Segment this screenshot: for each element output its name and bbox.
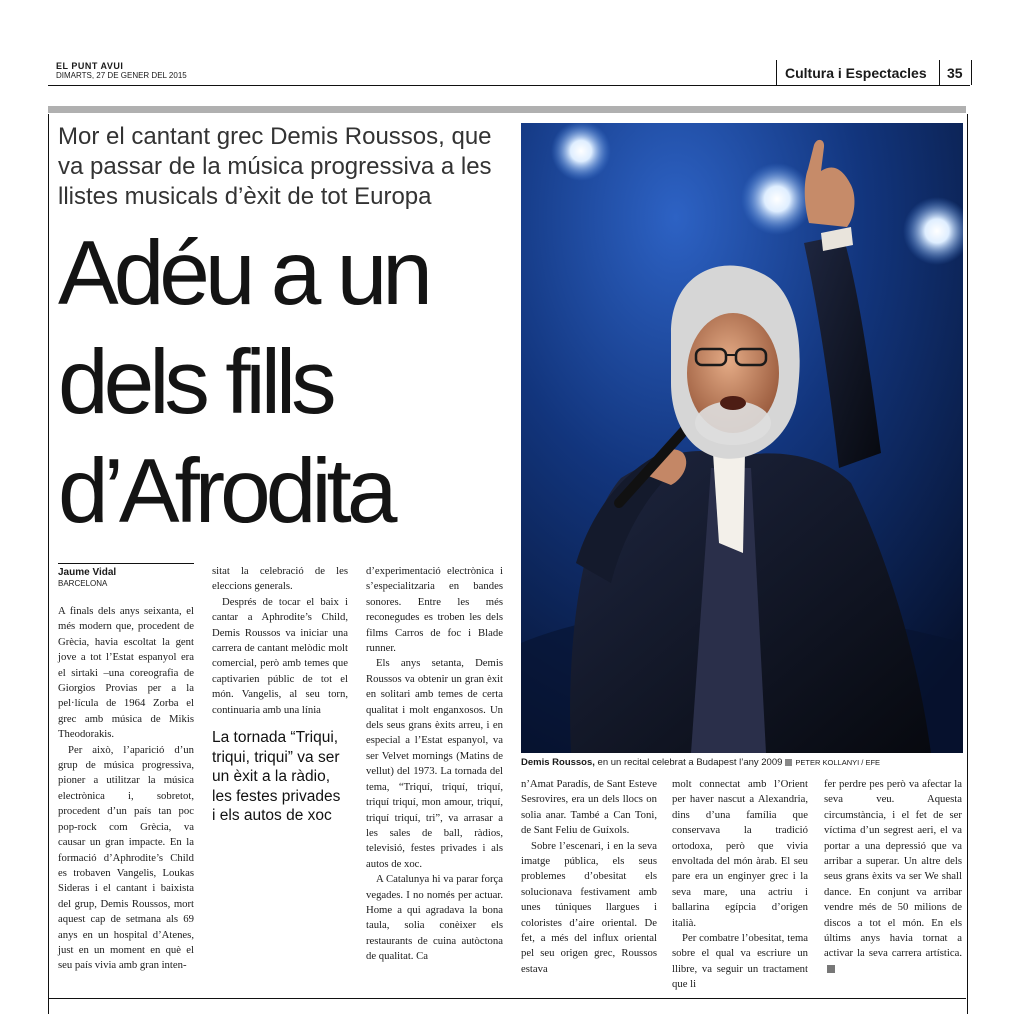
bottom-rule <box>48 998 966 999</box>
masthead <box>56 62 187 80</box>
newspaper-name: EL PUNT AVUI <box>56 61 124 71</box>
body-column-6 <box>824 777 962 977</box>
paragraph-text: fer perdre pes però va afectar la seva veu. Aquesta circumstància, i el fet de ser víctima d’un segrest aeri, el va portar a una depressió que va arribar a superar. Un altre dels seus grans èxits va ser We shall dance. En conjunt va arribar vendre més de 50 milions de discos a tot el món. En els últims anys havia tornat a activar la seva carrera artística. <box>824 778 962 960</box>
top-grey-bar <box>48 106 966 113</box>
photo-credit: PETER KOLLANYI / EFE <box>795 758 881 767</box>
paragraph: Sobre l’escenari, i en la seva imatge pública, els seus problemes d’obesitat els solucionava festivament amb unes túniques llargues i coloristes d’aire oriental. De fet, a més del influx oriental pel seu origen grec, Roussos estava <box>521 839 657 975</box>
body-column-3 <box>366 564 503 965</box>
byline-location: BARCELONA <box>58 579 108 588</box>
article-subheadline: Mor el cantant grec Demis Roussos, que va passar de la música progressiva a les llistes musicals d’èxit de tot Europa <box>58 123 492 210</box>
paragraph: d’experimentació electrònica i s’especialitzaria en bandes sonores. Entre les més reconegudes es troben les dels films Carros de foc i Blade runner. <box>366 565 503 655</box>
body-column-5 <box>672 777 808 993</box>
paragraph: sitat la celebració de les eleccions generals. <box>212 565 348 593</box>
pull-quote: La tornada “Triqui, triqui, triqui” va ser un èxit a la ràdio, les festes privades i els autos de xoc <box>212 729 341 824</box>
header-rule <box>48 85 970 86</box>
caption-subject: Demis Roussos, <box>521 757 595 768</box>
paragraph: A Catalunya hi va parar força vegades. I no només per actuar. Home a qui agradava la bona taula, solia conèixer els restaurants de cuina autòctona de qualitat. Ca <box>366 873 503 963</box>
byline <box>58 563 194 588</box>
paragraph: molt connectat amb l’Orient per haver nascut a Alexandria, dins d’una família que conservava la tradició ortodoxa, però que vivia envoltada del món àrab. El seu pare era un enginyer grec i la seva mare, una actriu i ballarina egípcia d’origen italià. <box>672 778 808 929</box>
paragraph <box>824 777 962 977</box>
paragraph: Per combatre l’obesitat, tema sobre el qual va escriure un llibre, va seguir un tractament que li <box>672 932 808 991</box>
section-header <box>776 60 972 85</box>
body-column-1 <box>58 604 194 984</box>
paragraph: n’Amat Paradís, de Sant Esteve Sesrovires, era un dels llocs on solia anar. També a Can Toni, de Sant Feliu de Guíxols. <box>521 778 657 837</box>
paragraph: Per això, l’aparició d’un grup de música progressiva, pioner a utilitzar la música electrònica i, sobretot, procedent d’un país tan poc pop-rock com Grècia, va causar un gran impacte. En la formació d’Aphrodite’s Child es trobaven Vangelis, Loukas Sideras i el cantant i baixista del grup, Demis Roussos, mort aquest cap de setmana als 69 anys en un hospital d’Atenes, just en un moment en què el seu país vivia amb gran inten- <box>58 743 194 972</box>
body-column-2 <box>212 564 348 718</box>
issue-date: DIMARTS, 27 DE GENER DEL 2015 <box>56 71 187 80</box>
section-name: Cultura i Espectacles <box>785 65 927 81</box>
page-number: 35 <box>947 65 963 81</box>
byline-author: Jaume Vidal <box>58 567 117 578</box>
end-of-article-icon <box>827 965 835 973</box>
photo-illustration <box>521 123 963 753</box>
concert-photo <box>521 123 963 753</box>
section-divider <box>939 60 940 85</box>
caption-separator-icon <box>785 759 792 766</box>
paragraph: Després de tocar el baix i cantar a Aphrodite’s Child, Demis Roussos va iniciar una carrera de cantant melòdic molt comercial, però amb temes que captivarien públic de tot el món. Vangelis, al seu torn, continuaria amb una línia <box>212 595 348 716</box>
caption-text: en un recital celebrat a Budapest l’any 2009 <box>594 757 783 768</box>
paragraph: A finals dels anys seixanta, el més modern que, procedent de Grècia, havia escoltat la gent jove a tot l’Estat espanyol era el sirtaki –una coreografia de Giorgios Provias per a la pel·lícula de 1964 Zorba el grec amb música de Mikis Theodorakis. <box>58 605 194 741</box>
paragraph: Els anys setanta, Demis Roussos va obtenir un gran èxit en solitari amb temes de certa qualitat i molt enganxosos. Un dels seus grans èxits arreu, i en especial a l’Estat espanyol, va ser Velvet mornings (Matins de vellut) del 1973. La tornada del tema, “Triquí, triquí, triquí, triquí triquí, mon amour, triquí, triquí triquí, tri”, va arrasar a les sales de ball, ràdios, televisió, festes privades i als autos de xoc. <box>366 657 503 870</box>
article-headline: Adéu a un dels fills d’Afrodita <box>58 223 428 542</box>
photo-caption <box>521 757 966 768</box>
body-column-4 <box>521 777 657 977</box>
